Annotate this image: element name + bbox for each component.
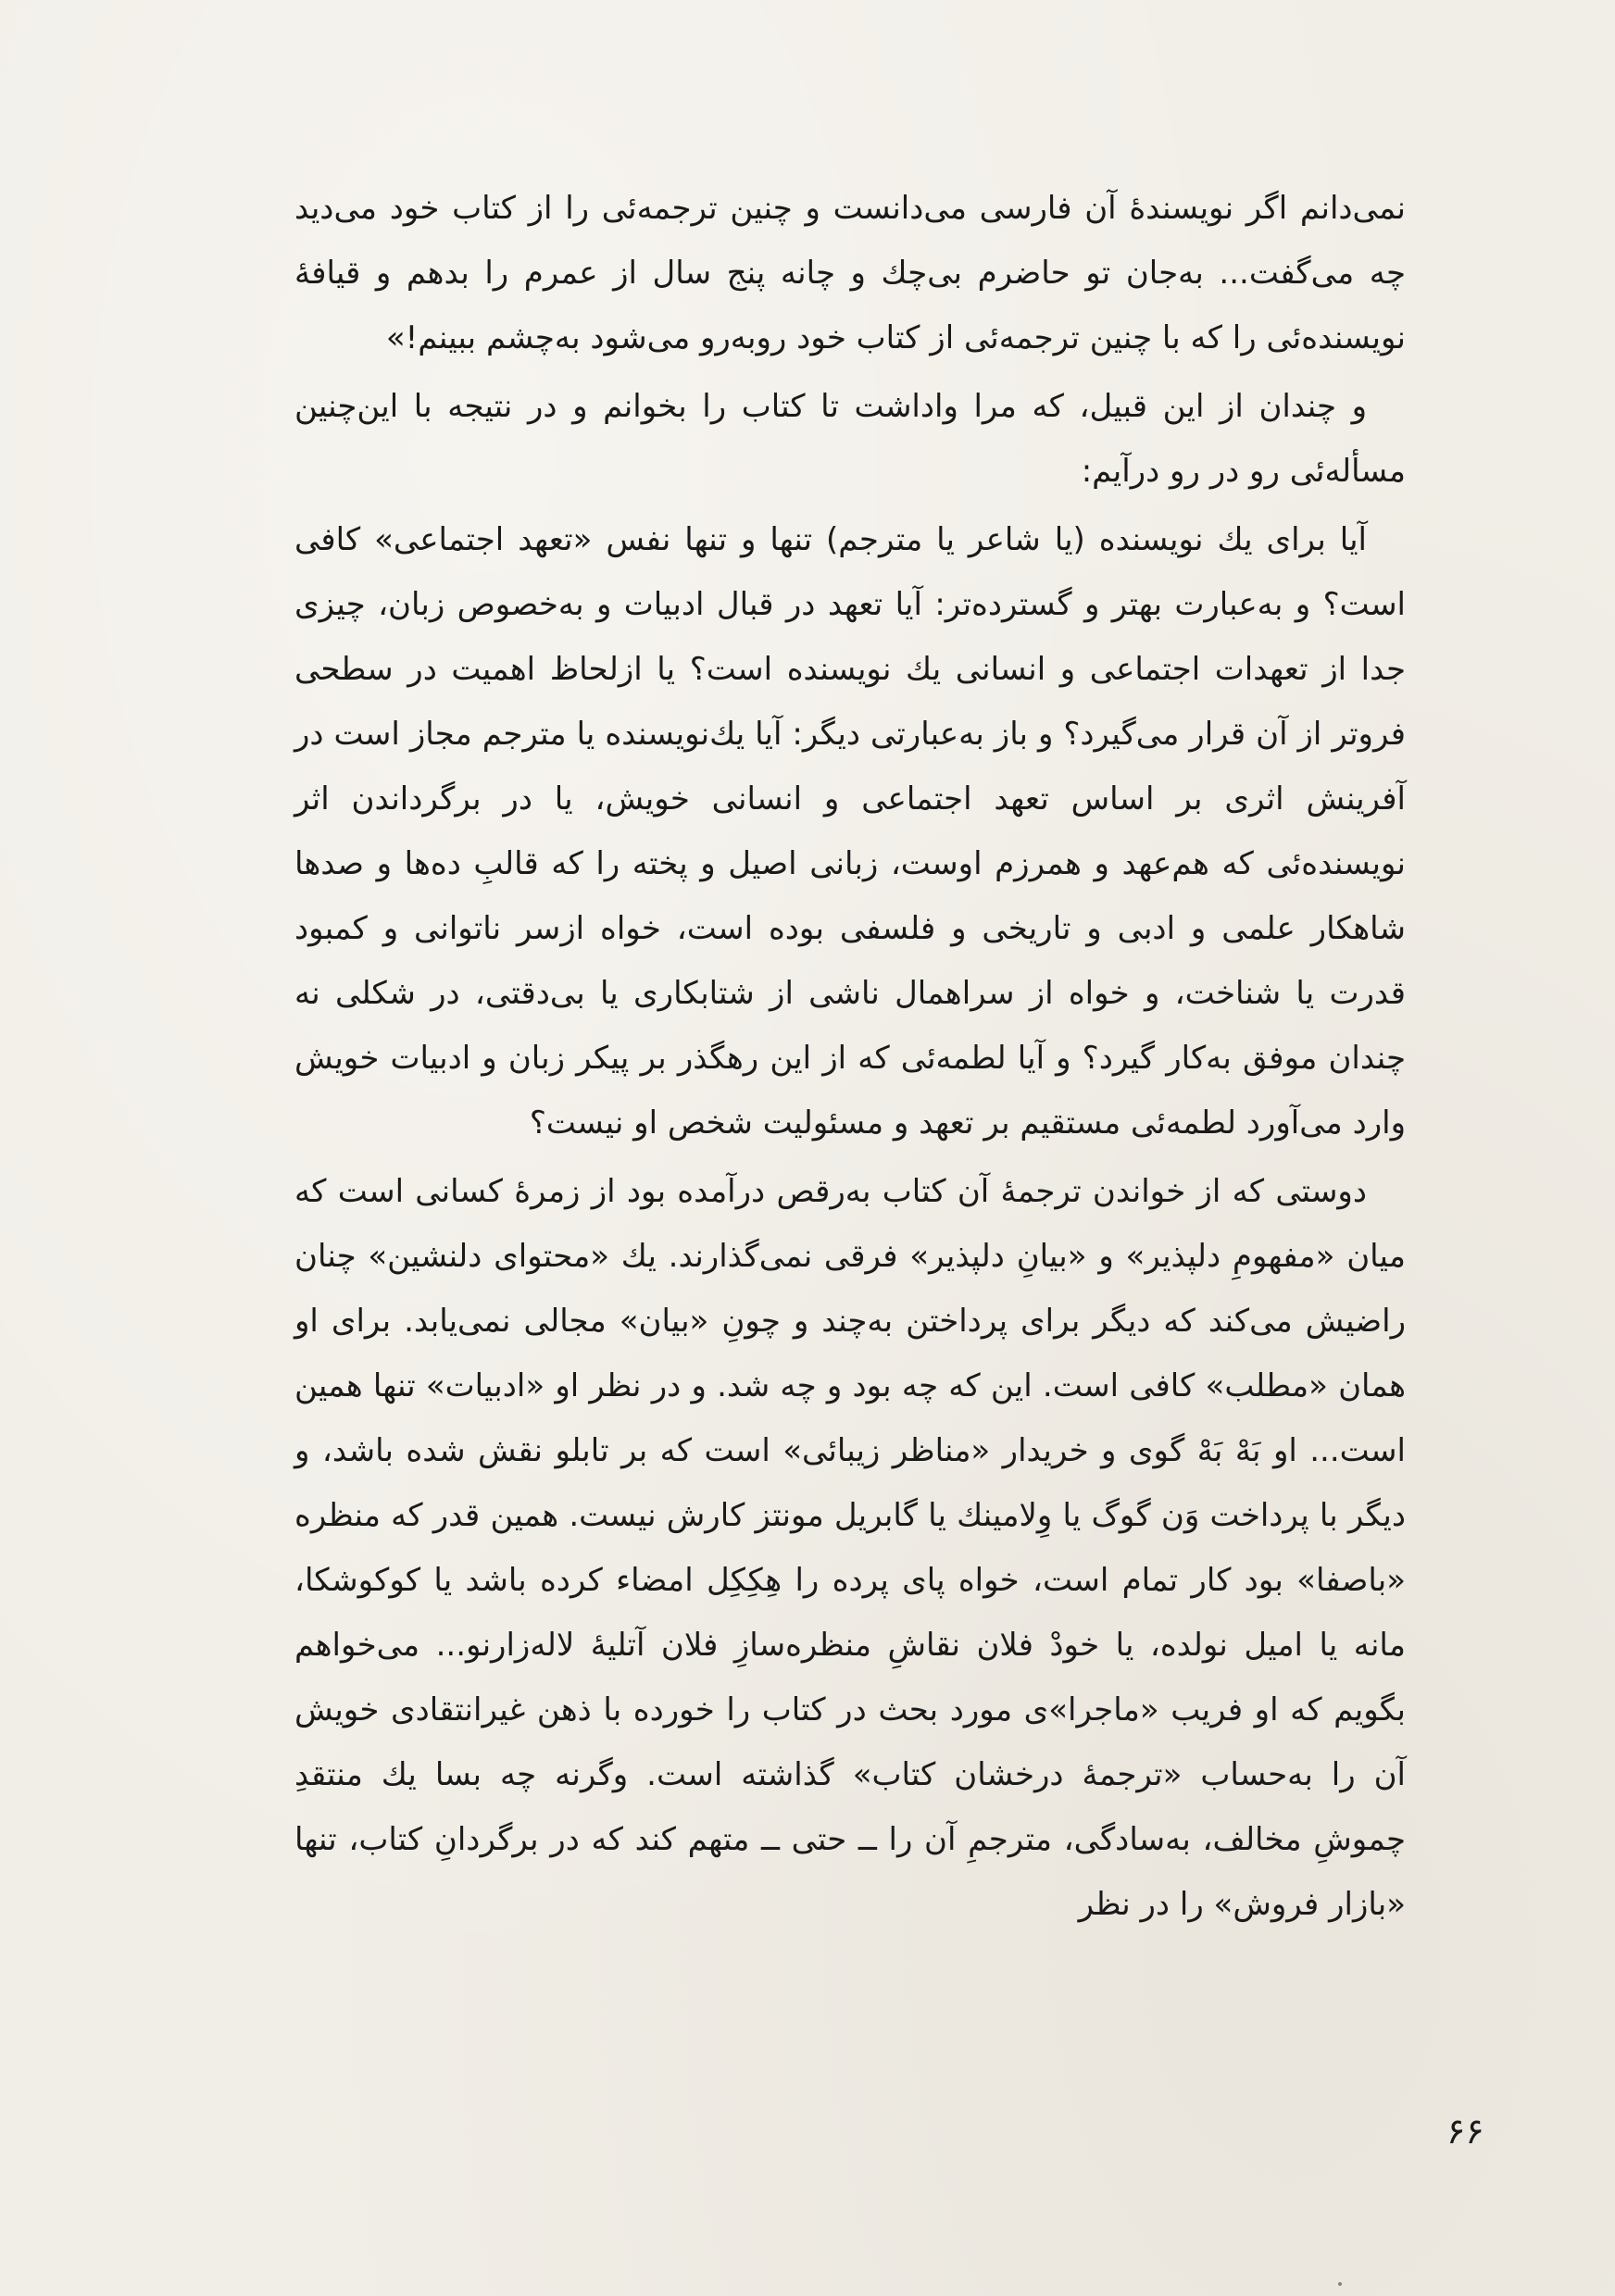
paragraph-4: دوستی که از خواندن ترجمهٔ آن کتاب به‌رقص درآمده بود از زمرهٔ کسانی است که میان «مفهومِ دلپذیر» و «بیانِ دلپذیر» فرقی نمی‌گذارند. یك «محتوای دلنشین» چنان راضیش می‌کند که دیگر برای پرداختن به‌چند و چونِ «بیان» مجالی نمی‌یابد. برای او همان «مطلب» کافی است. این که چه بود و چه شد. و در نظر او «ادبیات» تنها همین است... او بَهْ بَهْ گوی و خریدار «مناظر زیبائی» است که بر تابلو نقش شده باشد، و دیگر با پرداخت وَن گوگ یا وِلامینك یا گابریل مونتز کارش نیست. همین قدر که منظره «باصفا» بود کار تمام است، خواه پای پرده را هِکِکِل امضاء کرده باشد یا کوکوشکا، مانه یا امیل نولده، یا خودْ فلان نقاشِ منظره‌سازِ فلان آتلیهٔ لاله‌زارنو... می‌خواهم بگویم که او فریب «ماجرا»ی مورد بحث در کتاب را خورده با ذهن غیرانتقادی خویش آن را به‌حساب «ترجمهٔ درخشان کتاب» گذاشته است. وگرنه چه بسا یك منتقدِ چموشِ مخالف، به‌سادگی، مترجمِ آن را ــ حتی ــ متهم کند که در برگردانِ کتاب، تنها «بازار فروش» را در نظر: [294, 1173, 1406, 1923]
paragraph-1: نمی‌دانم اگر نویسندهٔ آن فارسی می‌دانست و چنین ترجمه‌ئی را از کتاب خود می‌دید چه می‌گفت... به‌جان تو حاضرم بی‌چك و چانه پنج سال از عمرم را بدهم و قیافهٔ نویسنده‌ئی را که با چنین ترجمه‌ئی از کتاب خود روبه‌رو می‌شود به‌چشم ببینم!»: [294, 190, 1406, 356]
page-number: ۶۶: [1446, 2111, 1484, 2152]
page-body-text: [294, 176, 1406, 1937]
paragraph-2: و چندان از این قبیل، که مرا واداشت تا کتاب را بخوانم و در نتیجه با این‌چنین مسأله‌ئی رو در رو درآیم:: [294, 388, 1406, 490]
paper-speck: [1338, 2282, 1342, 2286]
paragraph-3: آیا برای یك نویسنده (یا شاعر یا مترجم) تنها و تنها نفس «تعهد اجتماعی» کافی است؟ و به‌عبارت بهتر و گسترده‌تر: آیا تعهد در قبال ادبیات و به‌خصوص زبان، چیزی جدا از تعهدات اجتماعی و انسانی یك نویسنده است؟ یا ازلحاظ اهمیت در سطحی فروتر از آن قرار می‌گیرد؟ و باز به‌عبارتی دیگر: آیا یك‌نویسنده یا مترجم مجاز است در آفرینش اثری بر اساس تعهد اجتماعی و انسانی خویش، یا در برگرداندن اثر نویسنده‌ئی که هم‌عهد و همرزم اوست، زبانی اصیل و پخته را که قالبِ ده‌ها و صدها شاهکار علمی و ادبی و تاریخی و فلسفی بوده است، خواه ازسر ناتوانی و کمبود قدرت یا شناخت، و خواه از سراهمال ناشی از شتابکاری یا بی‌دقتی، در شکلی نه چندان موفق به‌کار گیرد؟ و آیا لطمه‌ئی که از این رهگذر بر پیکر زبان و ادبیات خویش وارد می‌آورد لطمه‌ئی مستقیم بر تعهد و مسئولیت شخص او نیست؟: [294, 521, 1406, 1142]
